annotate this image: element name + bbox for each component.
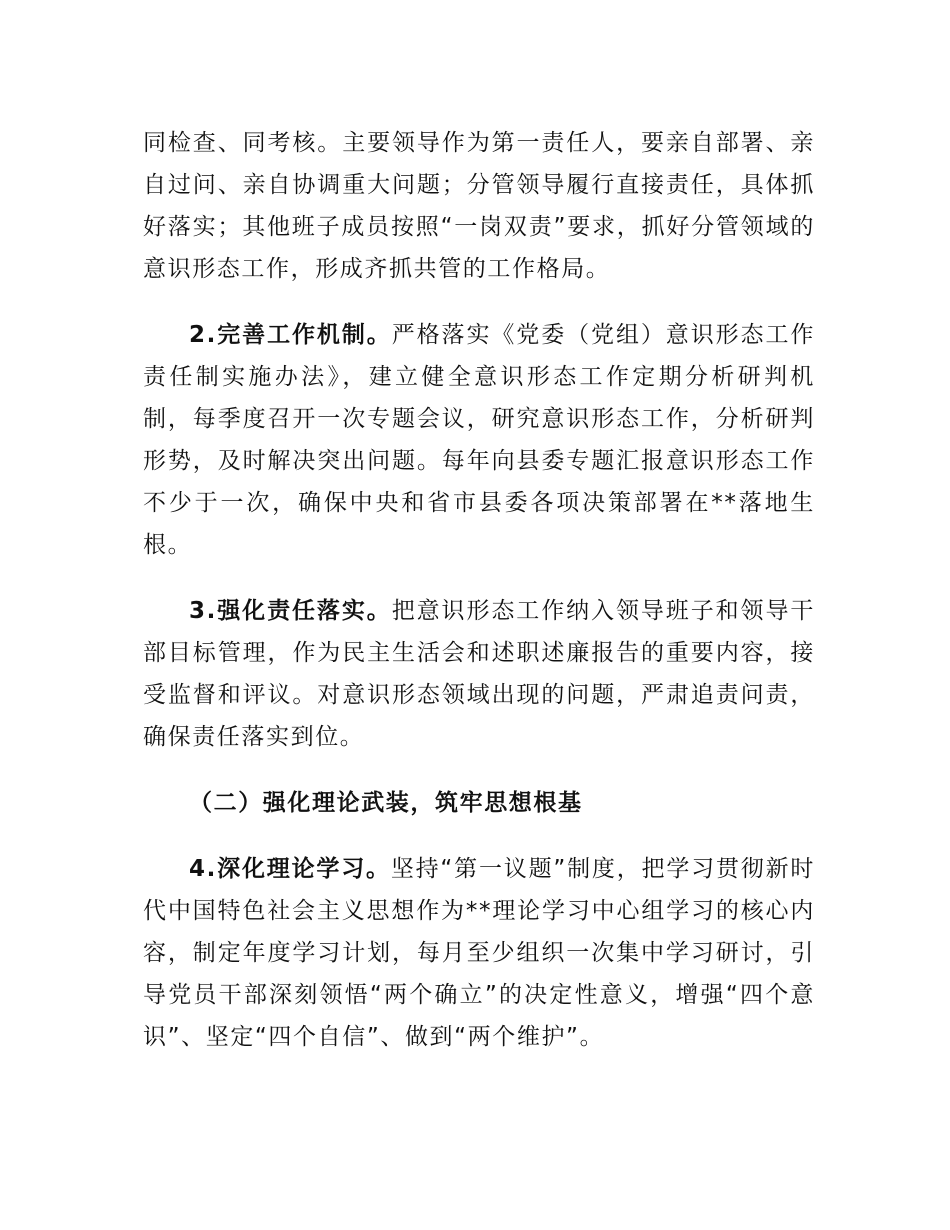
section-heading: （二）强化理论武装，筑牢思想根基 — [189, 790, 583, 816]
paragraph-text: 严格落实《党委（党组）意识形态工作责任制实施办法》，建立健全意识形态工作定期分析研判机制，每季度召开一次专题会议，研究意识形态工作，分析研判形势，及时解决突出问题。每年向县委专题汇报意识形态工作不少于一次，确保中央和省市县委各项决策部署在**落地生根。 — [143, 322, 815, 558]
paragraph-lead: 3.强化责任落实。 — [189, 598, 392, 624]
paragraph-text: 把意识形态工作纳入领导班子和领导干部目标管理，作为民主生活会和述职述廉报告的重要内容，接受监督和评议。对意识形态领域出现的问题，严肃追责问责，确保责任落实到位。 — [143, 598, 815, 750]
paragraph-lead: 2.完善工作机制。 — [189, 322, 392, 348]
paragraph-2-improve-mechanism — [143, 314, 815, 566]
paragraph-text: 坚持“第一议题”制度，把学习贯彻新时代中国特色社会主义思想作为**理论学习中心组学习的核心内容，制定年度学习计划，每月至少组织一次集中学习研讨，引导党员干部深刻领悟“两个确立”的决定性意义，增强“四个意识”、坚定“四个自信”、做到“两个维护”。 — [143, 856, 815, 1050]
paragraph-3-strengthen-responsibility — [143, 590, 815, 758]
paragraph-continuation — [143, 122, 815, 290]
document-body — [143, 122, 815, 1058]
paragraph-text: 同检查、同考核。主要领导作为第一责任人，要亲自部署、亲自过问、亲自协调重大问题；分管领导履行直接责任，具体抓好落实；其他班子成员按照“一岗双责”要求，抓好分管领域的意识形态工作，形成齐抓共管的工作格局。 — [143, 130, 815, 282]
paragraph-4-deepen-theory-study — [143, 848, 815, 1058]
paragraph-lead: 4.深化理论学习。 — [189, 856, 391, 882]
